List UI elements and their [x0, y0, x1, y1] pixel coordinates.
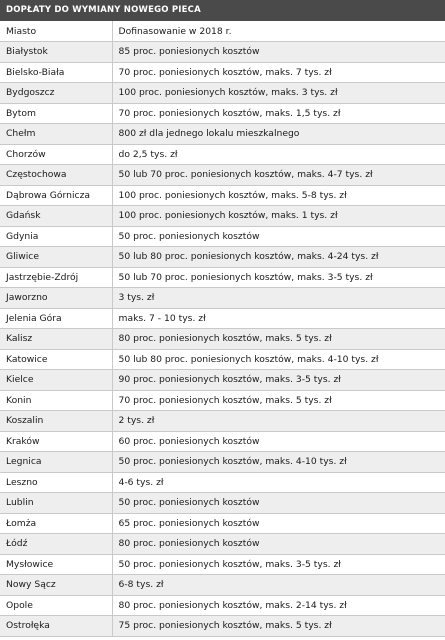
table-header-row — [0, 21, 445, 42]
city-cell: Białystok — [0, 42, 112, 63]
subsidy-cell: 50 lub 80 proc. poniesionych kosztów, maks. 4-24 tys. zł — [112, 247, 445, 268]
table-row — [0, 83, 445, 104]
table-row — [0, 513, 445, 534]
subsidy-cell: 3 tys. zł — [112, 288, 445, 309]
table-row — [0, 616, 445, 637]
city-cell: Koszalin — [0, 411, 112, 432]
city-cell: Nowy Sącz — [0, 575, 112, 596]
city-cell: Gdańsk — [0, 206, 112, 227]
city-cell: Częstochowa — [0, 165, 112, 186]
city-cell: Jastrzębie-Zdrój — [0, 267, 112, 288]
subsidy-cell: 2 tys. zł — [112, 411, 445, 432]
table-row — [0, 267, 445, 288]
subsidy-cell: 70 proc. poniesionych kosztów, maks. 1,5 tys. zł — [112, 103, 445, 124]
table-row — [0, 103, 445, 124]
city-cell: Leszno — [0, 472, 112, 493]
table-row — [0, 390, 445, 411]
subsidy-cell: 50 lub 70 proc. poniesionych kosztów, maks. 3-5 tys. zł — [112, 267, 445, 288]
subsidy-cell: 6-8 tys. zł — [112, 575, 445, 596]
city-cell: Gdynia — [0, 226, 112, 247]
city-cell: Legnica — [0, 452, 112, 473]
city-cell: Bielsko-Biała — [0, 62, 112, 83]
subsidy-cell: 50 proc. poniesionych kosztów — [112, 493, 445, 514]
table-row — [0, 370, 445, 391]
subsidy-cell: 80 proc. poniesionych kosztów — [112, 534, 445, 555]
table-row — [0, 206, 445, 227]
subsidy-cell: 50 lub 70 proc. poniesionych kosztów, maks. 4-7 tys. zł — [112, 165, 445, 186]
city-cell: Gliwice — [0, 247, 112, 268]
city-cell: Katowice — [0, 349, 112, 370]
city-cell: Kalisz — [0, 329, 112, 350]
city-cell: Mysłowice — [0, 554, 112, 575]
city-cell: Łomża — [0, 513, 112, 534]
city-cell: Bydgoszcz — [0, 83, 112, 104]
subsidy-cell: 60 proc. poniesionych kosztów — [112, 431, 445, 452]
table-row — [0, 554, 445, 575]
subsidy-cell: 65 proc. poniesionych kosztów — [112, 513, 445, 534]
city-cell: Łódź — [0, 534, 112, 555]
column-header-value: Dofinasowanie w 2018 r. — [112, 21, 445, 42]
table-body — [0, 21, 445, 636]
table-row — [0, 329, 445, 350]
subsidy-cell: 50 proc. poniesionych kosztów, maks. 4-10 tys. zł — [112, 452, 445, 473]
subsidy-cell: 50 proc. poniesionych kosztów, maks. 3-5 tys. zł — [112, 554, 445, 575]
subsidy-table — [0, 21, 445, 637]
subsidy-cell: 85 proc. poniesionych kosztów — [112, 42, 445, 63]
table-row — [0, 308, 445, 329]
table-row — [0, 575, 445, 596]
table-row — [0, 226, 445, 247]
city-cell: Chełm — [0, 124, 112, 145]
subsidy-cell: do 2,5 tys. zł — [112, 144, 445, 165]
city-cell: Dąbrowa Górnicza — [0, 185, 112, 206]
table-row — [0, 42, 445, 63]
table-title: DOPŁATY DO WYMIANY NOWEGO PIECA — [0, 0, 445, 21]
subsidy-cell: 50 proc. poniesionych kosztów — [112, 226, 445, 247]
table-row — [0, 247, 445, 268]
table-row — [0, 144, 445, 165]
subsidy-cell: 50 lub 80 proc. poniesionych kosztów, maks. 4-10 tys. zł — [112, 349, 445, 370]
subsidy-cell: 100 proc. poniesionych kosztów, maks. 1 tys. zł — [112, 206, 445, 227]
city-cell: Chorzów — [0, 144, 112, 165]
subsidy-cell: 90 proc. poniesionych kosztów, maks. 3-5 tys. zł — [112, 370, 445, 391]
subsidy-cell: 800 zł dla jednego lokalu mieszkalnego — [112, 124, 445, 145]
table-row — [0, 595, 445, 616]
city-cell: Bytom — [0, 103, 112, 124]
table-row — [0, 534, 445, 555]
table-row — [0, 411, 445, 432]
table-row — [0, 288, 445, 309]
city-cell: Kraków — [0, 431, 112, 452]
table-row — [0, 349, 445, 370]
subsidy-cell: 80 proc. poniesionych kosztów, maks. 5 tys. zł — [112, 329, 445, 350]
subsidy-cell: 75 proc. poniesionych kosztów, maks. 5 tys. zł — [112, 616, 445, 637]
table-row — [0, 62, 445, 83]
subsidy-cell: 70 proc. poniesionych kosztów, maks. 5 tys. zł — [112, 390, 445, 411]
subsidy-cell: 100 proc. poniesionych kosztów, maks. 5-8 tys. zł — [112, 185, 445, 206]
subsidy-cell: 100 proc. poniesionych kosztów, maks. 3 tys. zł — [112, 83, 445, 104]
subsidy-cell: 80 proc. poniesionych kosztów, maks. 2-14 tys. zł — [112, 595, 445, 616]
table-row — [0, 452, 445, 473]
table-row — [0, 472, 445, 493]
table-row — [0, 493, 445, 514]
subsidy-cell: maks. 7 - 10 tys. zł — [112, 308, 445, 329]
table-row — [0, 185, 445, 206]
city-cell: Kielce — [0, 370, 112, 391]
table-row — [0, 431, 445, 452]
subsidy-cell: 70 proc. poniesionych kosztów, maks. 7 tys. zł — [112, 62, 445, 83]
city-cell: Ostrołęka — [0, 616, 112, 637]
column-header-city: Miasto — [0, 21, 112, 42]
subsidy-cell: 4-6 tys. zł — [112, 472, 445, 493]
city-cell: Lublin — [0, 493, 112, 514]
table-row — [0, 165, 445, 186]
city-cell: Jelenia Góra — [0, 308, 112, 329]
table-row — [0, 124, 445, 145]
city-cell: Jaworzno — [0, 288, 112, 309]
city-cell: Opole — [0, 595, 112, 616]
city-cell: Konin — [0, 390, 112, 411]
